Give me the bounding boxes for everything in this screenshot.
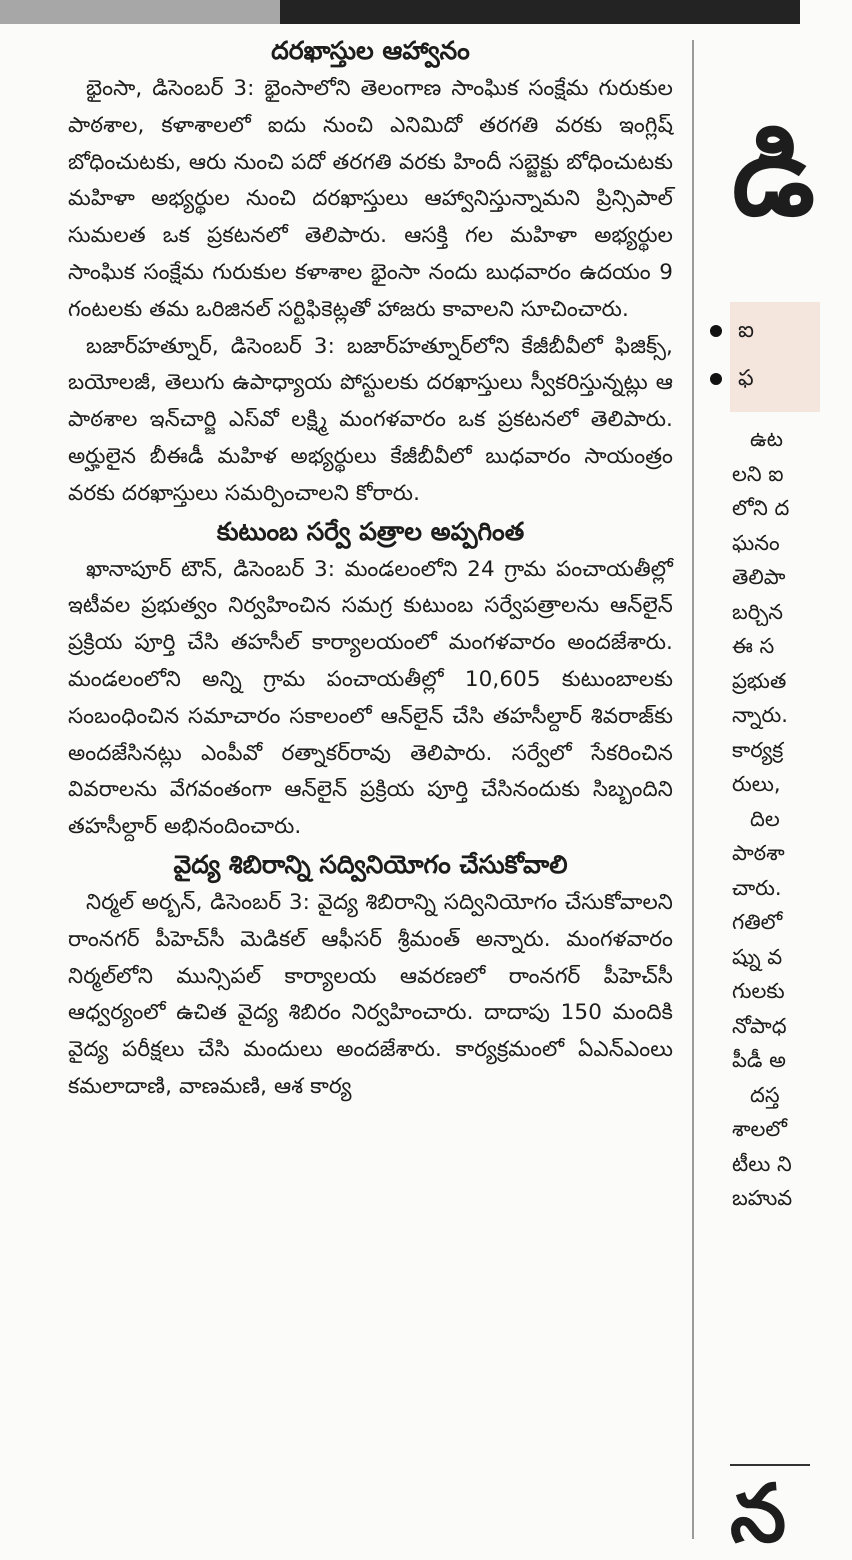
right-text-line: ప్రభుత — [732, 668, 787, 693]
header-bar-light — [0, 0, 280, 24]
bullet-dot-icon — [710, 373, 722, 385]
left-column — [68, 32, 673, 1106]
right-text-line: నోపాధ — [732, 1013, 787, 1038]
right-text-line: గులకు — [732, 979, 785, 1003]
right-headline: డి — [732, 111, 815, 241]
headline-family-survey: కుటుంబ సర్వే పత్రాల అప్పగింత — [216, 516, 525, 546]
bullet-item: ఐ — [710, 316, 754, 346]
bullet-item: ఫ — [710, 364, 754, 394]
right-text-line: లోని ద — [732, 496, 790, 520]
right-article — [732, 422, 852, 1216]
right-bottom-headline: న — [730, 1467, 787, 1560]
right-text-line: రులు, — [732, 772, 781, 796]
right-text-line: కార్యక్ర — [732, 737, 784, 762]
right-text-line: ఘనం — [732, 530, 780, 555]
headline-applications: దరఖాస్తుల ఆహ్వానం — [271, 36, 470, 65]
right-text-line: ఈ స — [732, 634, 775, 658]
headline-medical-camp: వైద్య శిబిరాన్ని సద్వినియోగం చేసుకోవాలి — [173, 849, 568, 879]
right-text-line: టీలు ని — [732, 1151, 792, 1176]
right-text-line: గతిలో — [732, 910, 783, 934]
column-divider — [692, 40, 694, 1539]
right-text-line: దస్త — [750, 1082, 780, 1107]
right-text-line: న్నారు. — [732, 703, 788, 727]
bullet-dot-icon — [710, 325, 722, 337]
right-text-line: బర్చిన — [732, 599, 784, 624]
right-text-line: ఉట — [750, 427, 783, 451]
right-text-line: చారు. — [732, 875, 782, 900]
article-nirmal: నిర్మల్ అర్బన్, డిసెంబర్ 3: వైద్య శిబిరాన్ని సద్వినియోగం చేసుకోవాలని రాంనగర్ పీహెచ్‌సీ మెడికల్ ఆఫీసర్ శ్రీమంత్ అన్నారు. మంగళవారం నిర్మల్‌లోని మున్సిపల్ కార్యాలయ ఆవరణలో రాంనగర్ పీహెచ్‌సీ ఆధ్వర్యంలో ఉచిత వైద్య శిబిరం నిర్వహించారు. దాదాపు 150 మందికి వైద్య పరీక్షలు చేసి మందులు అందజేశారు. కార్యక్రమంలో ఏఎన్‌ఎంలు కమలాదాణి, వాణమణి, ఆశ కార్య — [68, 889, 673, 1099]
right-text-line: పాఠశా — [732, 841, 785, 865]
article-khanapur: ఖానాపూర్ టౌన్, డిసెంబర్ 3: మండలంలోని 24 గ్రామ పంచాయతీల్లో ఇటీవల ప్రభుత్వం నిర్వహించిన సమగ్ర కుటుంబ సర్వేపత్రాలను ఆన్‌లైన్ ప్రక్రియ పూర్తి చేసి తహసీల్ కార్యాలయంలో మంగళవారం అందజేశారు. మండలంలోని అన్ని గ్రామ పంచాయతీల్లో 10,605 కుటుంబాలకు సంబంధించిన సమాచారం సకాలంలో ఆన్‌లైన్ చేసి తహసీల్దార్ శివరాజ్‌కు అందజేసినట్లు ఎంపీవో రత్నాకర్‌రావు తెలిపారు. సర్వేలో సేకరించిన వివరాలను వేగవంతంగా ఆన్‌లైన్ ప్రక్రియ పూర్తి చేసినందుకు సిబ్బందిని తహసీల్దార్ అభినందించారు. — [68, 556, 673, 840]
right-text-line: ష్ను వ — [732, 944, 783, 969]
right-text-line: బహువ — [732, 1186, 793, 1210]
right-text-line: తెలిపా — [732, 565, 786, 589]
right-text-line: శాలలో — [732, 1117, 788, 1141]
right-text-line: పీడీ అ — [732, 1048, 786, 1072]
right-divider — [730, 1464, 810, 1466]
right-text-line: లని ఐ — [732, 461, 784, 486]
article-bazarhathnoor: బజార్‌హత్నూర్, డిసెంబర్ 3: బజార్‌హత్నూర్‌లోని కేజీబీవీలో ఫిజిక్స్, బయోలజీ, తెలుగు ఉపాధ్యాయ పోస్టులకు దరఖాస్తులు స్వీకరిస్తున్నట్లు ఆ పాఠశాల ఇన్‌చార్జి ఎస్‌వో లక్ష్మి మంగళవారం ఒక ప్రకటనలో తెలిపారు. అర్హులైన బీఈడీ మహిళ అభ్యర్థులు కేజీబీవీలో బుధవారం సాయంత్రం వరకు దరఖాస్తులు సమర్పించాలని కోరారు. — [68, 333, 673, 506]
header-bar — [0, 0, 800, 24]
article-bhainsa: భైంసా, డిసెంబర్ 3: భైంసాలోని తెలంగాణ సాంఘిక సంక్షేమ గురుకుల పాఠశాల, కళాశాలలో ఐదు నుంచి ఎనిమిదో తరగతి వరకు ఇంగ్లిష్ బోధించుటకు, ఆరు నుంచి పదో తరగతి వరకు హిందీ సబ్జెక్టు బోధించుటకు మహిళా అభ్యర్థుల నుంచి దరఖాస్తులు ఆహ్వానిస్తున్నామని ప్రిన్సిపాల్ సుమలత ఒక ప్రకటనలో తెలిపారు. ఆసక్తి గల మహిళా అభ్యర్థుల సాంఘిక సంక్షేమ గురుకుల కళాశాల భైంసా నందు బుధవారం ఉదయం 9 గంటలకు తమ ఒరిజినల్ సర్టిఫికెట్లతో హాజరు కావాలని సూచించారు. — [68, 76, 673, 322]
right-column — [700, 24, 815, 1560]
right-text-line: దిల — [750, 806, 780, 831]
